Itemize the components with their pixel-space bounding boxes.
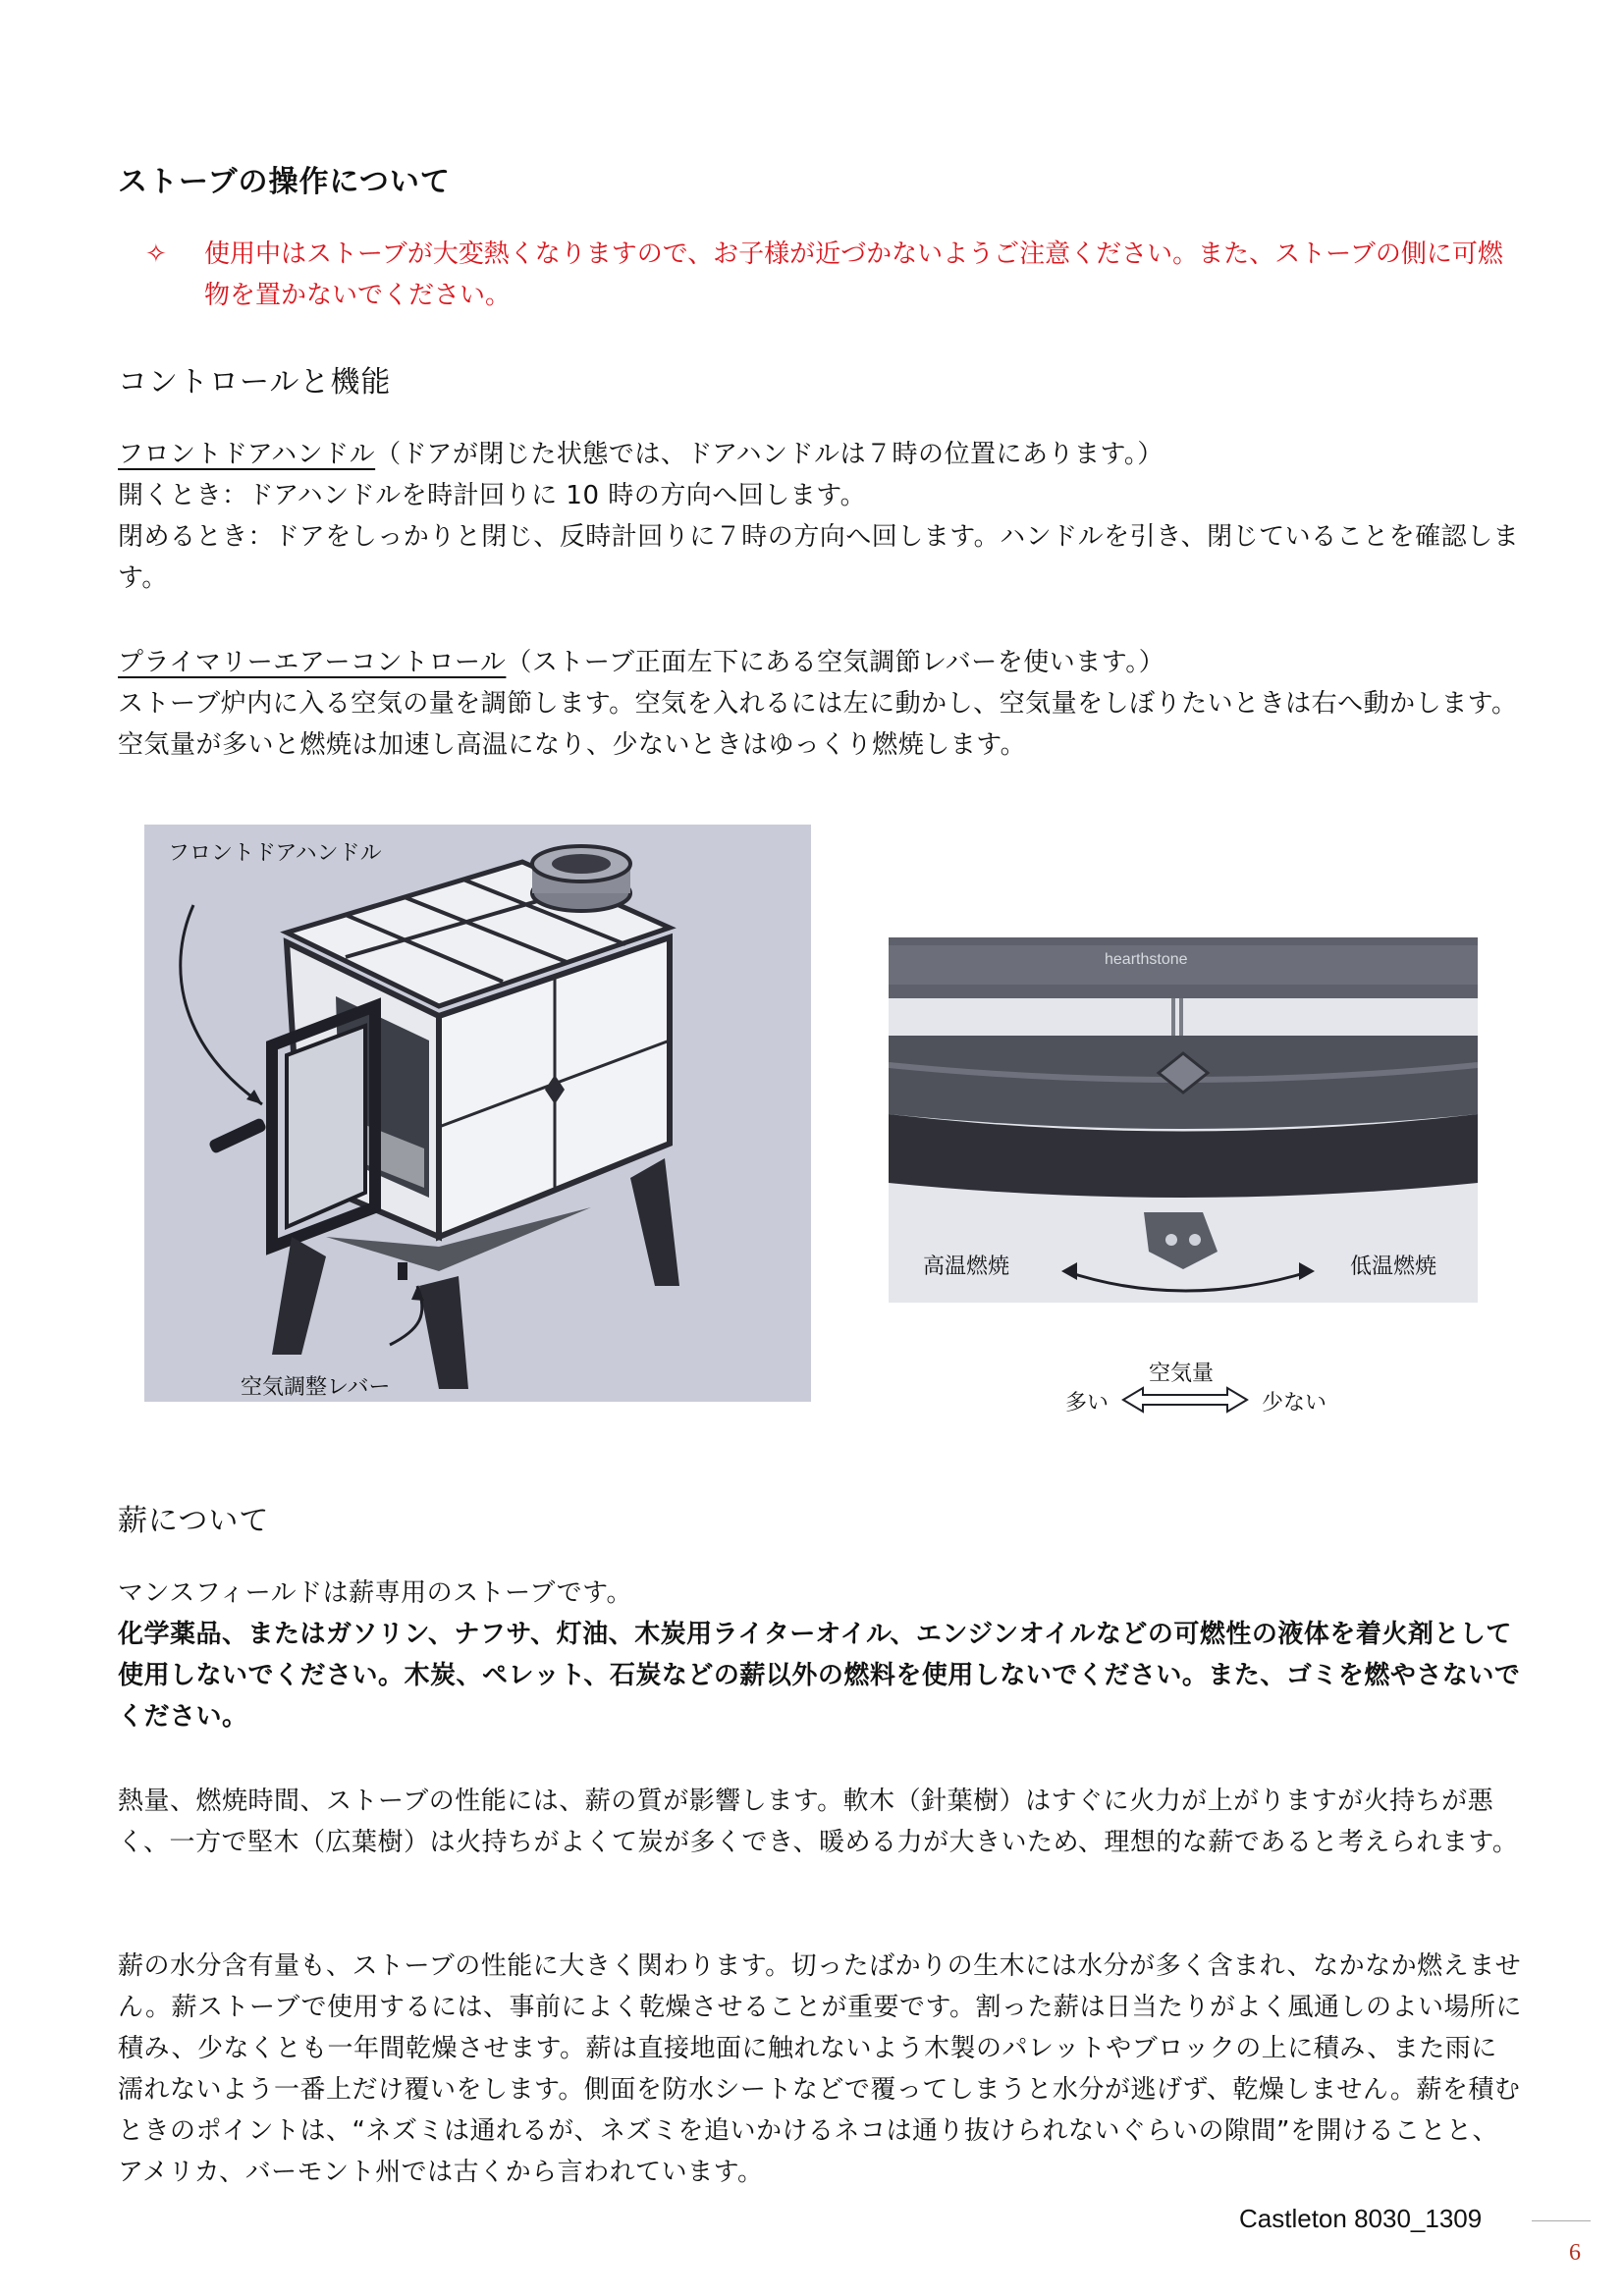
- figure-label-high-burn: 高温燃焼: [923, 1255, 1010, 1279]
- controls-heading: コントロールと機能: [118, 365, 392, 400]
- door-handle-line: [118, 434, 1522, 475]
- door-handle-section: [118, 434, 1522, 599]
- door-handle-close: 閉めるとき：ドアをしっかりと閉じ、反時計回りに７時の方向へ回します。ハンドルを引き、閉じていることを確認します。: [118, 522, 1520, 593]
- air-less-label: 少ない: [1262, 1391, 1327, 1415]
- stove-figure: [144, 825, 811, 1402]
- door-handle-open: 開くとき：ドアハンドルを時計回りに 10 時の方向へ回します。: [118, 481, 867, 510]
- footer-rule: [1532, 2220, 1591, 2221]
- wood-moisture-paragraph: 薪の水分含有量も、ストーブの性能に大きく関わります。切ったばかりの生木には水分が多く含まれ、なかなか燃えません。薪ストーブで使用するには、事前によく乾燥させることが重要です。割った薪は日当たりがよく風通しのよい場所に積み、少なくとも一年間乾燥させます。薪は直接地面に触れないよう木製のパレットやブロックの上に積み、また雨に濡れないよう一番上だけ覆いをします。側面を防水シートなどで覆ってしまうと水分が逃げず、乾燥しません。薪を積むときのポイントは、“ネズミは通れるが、ネズミを追いかけるネコは通り抜けられないぐらいの隙間”を開けることと、アメリカ、バーモント州では古くから言われています。: [118, 1951, 1522, 2187]
- door-handle-title: フロントドアハンドル: [118, 440, 376, 469]
- double-arrow-icon: [1121, 1386, 1249, 1414]
- primary-air-note: （ストーブ正面左下にある空気調節レバーを使います。）: [506, 648, 1165, 677]
- air-amount-label: 空気量: [1149, 1362, 1215, 1386]
- warning-sparkle-icon: ✧: [145, 240, 167, 269]
- wood-intro: マンスフィールドは薪専用のストーブです。: [118, 1578, 633, 1608]
- figure-label-low-burn: 低温燃焼: [1350, 1255, 1437, 1279]
- primary-air-section: [118, 642, 1522, 766]
- figure-label-air-lever: 空気調整レバー: [241, 1375, 391, 1400]
- air-control-illustration: [889, 937, 1478, 1303]
- air-control-figure: [889, 937, 1478, 1303]
- door-handle-note: （ドアが閉じた状態では、ドアハンドルは７時の位置にあります。）: [375, 440, 1164, 469]
- section-title: ストーブの操作について: [118, 165, 451, 199]
- primary-air-line: [118, 642, 1522, 683]
- figure-label-door-handle: フロントドアハンドル: [168, 841, 382, 866]
- wood-intro-section: [118, 1573, 1522, 1737]
- warning-text: 使用中はストーブが大変熱くなりますので、お子様が近づかないようご注意ください。また、ストーブの側に可燃物を置かないでください。: [204, 240, 1503, 310]
- air-more-label: 多い: [1065, 1391, 1110, 1415]
- wood-heading: 薪について: [118, 1504, 270, 1538]
- wood-quality-paragraph: 熱量、燃焼時間、ストーブの性能には、薪の質が影響します。軟木（針葉樹）はすぐに火力が上がりますが火持ちが悪く、一方で堅木（広葉樹）は火持ちがよくて炭が多くでき、暖める力が大きいため、理想的な薪であると考えられます。: [118, 1787, 1519, 1857]
- footer-doc-code: Castleton 8030_1309: [1239, 2204, 1483, 2233]
- page-number: 6: [1569, 2240, 1581, 2266]
- primary-air-body: ストーブ炉内に入る空気の量を調節します。空気を入れるには左に動かし、空気量をしぼりたいときは右へ動かします。空気量が多いと燃焼は加速し高温になり、少ないときはゆっくり燃焼します。: [118, 689, 1518, 760]
- primary-air-title: プライマリーエアーコントロール: [118, 648, 507, 677]
- wood-fuel-warning: 化学薬品、またはガソリン、ナフサ、灯油、木炭用ライターオイル、エンジンオイルなどの可燃性の液体を着火剤として使用しないでください。木炭、ペレット、石炭などの薪以外の燃料を使用しないでください。また、ゴミを燃やさないでください。: [118, 1620, 1521, 1732]
- stove-illustration: [144, 825, 811, 1402]
- brand-logo: hearthstone: [1105, 951, 1188, 968]
